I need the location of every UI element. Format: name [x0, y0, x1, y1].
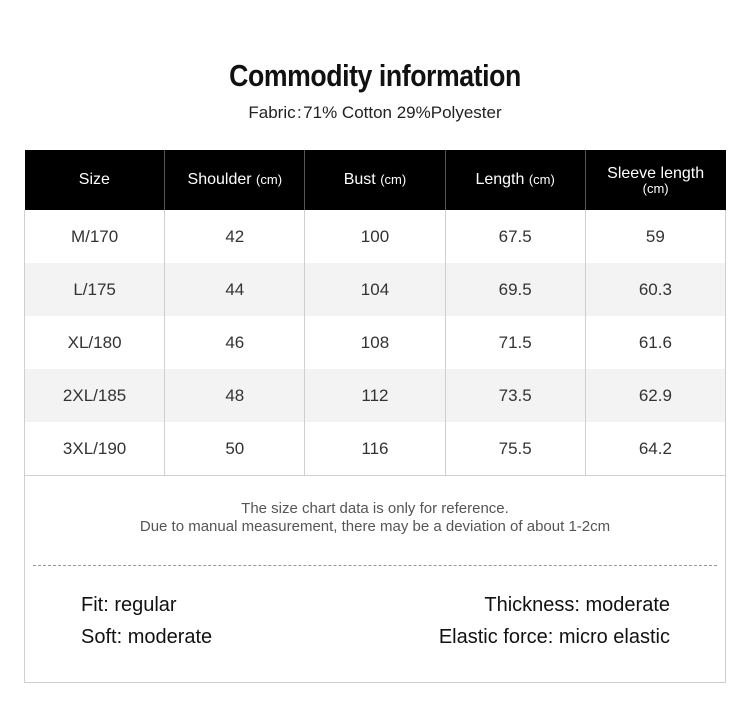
cell-shoulder: 44 [165, 263, 305, 316]
softness-attribute: Soft: moderate [81, 626, 213, 648]
fit-attribute: Fit: regular [81, 594, 177, 616]
page-title: Commodity information [229, 58, 521, 93]
cell-size: 3XL/190 [25, 422, 165, 476]
thickness-attribute: Thickness: moderate [484, 594, 670, 616]
note-line: Due to manual measurement, there may be a deviation of about 1-2cm [139, 518, 611, 535]
table-row [25, 263, 726, 316]
dashed-divider [33, 565, 717, 566]
header-label: Shoulder [187, 171, 252, 188]
header-length [445, 150, 585, 210]
cell-size: M/170 [25, 210, 165, 263]
header-label: Sleeve length [607, 164, 705, 182]
cell-shoulder: 50 [165, 422, 305, 476]
header-sleeve-length [585, 150, 725, 210]
header-unit: (cm) [380, 172, 407, 187]
cell-bust: 116 [305, 422, 445, 476]
cell-length: 73.5 [445, 369, 585, 422]
header-shoulder [165, 150, 305, 210]
header-size [25, 150, 165, 210]
cell-bust: 104 [305, 263, 445, 316]
cell-sleeve-length: 59 [585, 210, 725, 263]
cell-shoulder: 42 [165, 210, 305, 263]
cell-shoulder: 46 [165, 316, 305, 369]
cell-length: 67.5 [445, 210, 585, 263]
cell-size: L/175 [25, 263, 165, 316]
cell-size: 2XL/185 [25, 369, 165, 422]
note-line: The size chart data is only for reference. [241, 500, 509, 517]
header-unit: (cm) [642, 180, 669, 196]
table-row [25, 422, 726, 476]
table-row [25, 210, 726, 263]
cell-sleeve-length: 64.2 [585, 422, 725, 476]
cell-sleeve-length: 61.6 [585, 316, 725, 369]
elasticity-attribute: Elastic force: micro elastic [438, 626, 670, 648]
size-chart-table [24, 150, 726, 476]
cell-bust: 112 [305, 369, 445, 422]
header-label: Length [475, 171, 525, 188]
cell-sleeve-length: 62.9 [585, 369, 725, 422]
cell-length: 69.5 [445, 263, 585, 316]
cell-length: 75.5 [445, 422, 585, 476]
cell-bust: 108 [305, 316, 445, 369]
header-label: Bust [343, 171, 376, 188]
header-label: Size [78, 171, 110, 188]
product-info-box [24, 476, 726, 683]
measurement-note [25, 500, 725, 536]
cell-size: XL/180 [25, 316, 165, 369]
cell-length: 71.5 [445, 316, 585, 369]
header-unit: (cm) [528, 172, 555, 187]
table-header-row [25, 150, 726, 210]
header-bust [305, 150, 445, 210]
cell-bust: 100 [305, 210, 445, 263]
header-unit: (cm) [256, 172, 283, 187]
table-row [25, 316, 726, 369]
fabric-composition: Fabric : 71% Cotton 29%Polyester [248, 103, 502, 122]
cell-shoulder: 48 [165, 369, 305, 422]
cell-sleeve-length: 60.3 [585, 263, 725, 316]
table-row [25, 369, 726, 422]
